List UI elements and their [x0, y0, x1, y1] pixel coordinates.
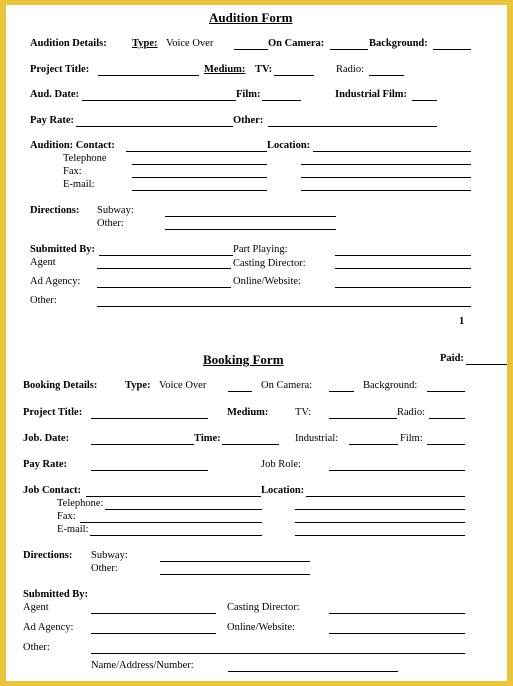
booking-film-field[interactable]: [427, 444, 465, 445]
booking-location-line-3[interactable]: [295, 522, 465, 523]
booking-email-field[interactable]: [90, 535, 262, 536]
booking-form-title: Booking Form: [203, 352, 284, 367]
audition-other-bottom-label: Other:: [30, 295, 57, 306]
audition-industrial-film-label: Industrial Film:: [335, 89, 408, 100]
booking-paid-field[interactable]: [466, 364, 507, 365]
booking-film-label: Film:: [400, 433, 423, 444]
booking-project-title-label: Project Title:: [23, 407, 83, 418]
audition-location-line-2[interactable]: [301, 164, 471, 165]
audition-email-field[interactable]: [132, 190, 267, 191]
booking-job-role-field[interactable]: [329, 470, 465, 471]
audition-industrial-film-field[interactable]: [412, 100, 437, 101]
booking-submitted-by-label: Submitted By:: [23, 589, 89, 600]
booking-tv-label: TV:: [295, 407, 312, 418]
booking-telephone-label: Telephone:: [57, 498, 104, 509]
booking-type-label: Type:: [125, 380, 151, 391]
booking-casting-director-label: Casting Director:: [227, 602, 300, 613]
audition-submitted-by-field[interactable]: [99, 255, 233, 256]
audition-form-title: Audition Form: [209, 10, 293, 25]
booking-radio-label: Radio:: [397, 407, 425, 418]
booking-location-line-2[interactable]: [295, 509, 465, 510]
audition-background-label: Background:: [369, 38, 428, 49]
audition-location-line-4[interactable]: [301, 190, 471, 191]
booking-other-label: Other:: [23, 642, 50, 653]
booking-job-contact-label: Job Contact:: [23, 485, 82, 496]
audition-location-field[interactable]: [313, 151, 471, 152]
audition-agent-field[interactable]: [97, 268, 231, 269]
audition-details-label: Audition Details:: [30, 38, 107, 49]
booking-ad-agency-label: Ad Agency:: [23, 622, 74, 633]
booking-voice-over-field[interactable]: [228, 391, 252, 392]
audition-on-camera-field[interactable]: [330, 49, 368, 50]
booking-medium-label: Medium:: [227, 407, 269, 418]
audition-location-label: Location:: [267, 140, 311, 151]
audition-radio-field[interactable]: [369, 75, 404, 76]
booking-subway-field[interactable]: [160, 561, 310, 562]
audition-contact-label: Audition: Contact:: [30, 140, 115, 151]
audition-submitted-by-label: Submitted By:: [30, 244, 96, 255]
booking-job-role-label: Job Role:: [261, 459, 301, 470]
audition-other-bottom-field[interactable]: [97, 306, 471, 307]
booking-time-label: Time:: [194, 433, 221, 444]
booking-project-title-field[interactable]: [91, 418, 208, 419]
audition-subway-label: Subway:: [97, 205, 134, 216]
audition-project-title-field[interactable]: [98, 75, 199, 76]
audition-online-website-field[interactable]: [335, 287, 471, 288]
audition-other-field[interactable]: [268, 126, 437, 127]
booking-background-label: Background:: [363, 380, 418, 391]
audition-part-playing-label: Part Playing:: [233, 244, 288, 255]
form-sheet: [6, 5, 507, 681]
audition-fax-label: Fax:: [63, 166, 82, 177]
audition-date-label: Aud. Date:: [30, 89, 79, 100]
booking-online-website-field[interactable]: [329, 633, 465, 634]
booking-agent-field[interactable]: [91, 613, 216, 614]
audition-pay-rate-label: Pay Rate:: [30, 115, 75, 126]
audition-agent-label: Agent: [30, 257, 56, 268]
booking-job-date-label: Job. Date:: [23, 433, 70, 444]
audition-contact-field[interactable]: [126, 151, 267, 152]
audition-voice-over-field[interactable]: [234, 49, 268, 50]
audition-project-title-label: Project Title:: [30, 64, 90, 75]
page-number: 1: [459, 316, 465, 327]
booking-industrial-field[interactable]: [349, 444, 398, 445]
booking-online-website-label: Online/Website:: [227, 622, 295, 633]
booking-details-label: Booking Details:: [23, 380, 98, 391]
booking-fax-field[interactable]: [80, 522, 262, 523]
audition-background-field[interactable]: [433, 49, 471, 50]
audition-email-label: E-mail:: [63, 179, 95, 190]
booking-on-camera-field[interactable]: [329, 391, 354, 392]
booking-directions-other-label: Other:: [91, 563, 118, 574]
booking-background-field[interactable]: [427, 391, 465, 392]
audition-telephone-field[interactable]: [132, 164, 267, 165]
audition-pay-rate-field[interactable]: [76, 126, 233, 127]
booking-fax-label: Fax:: [57, 511, 76, 522]
audition-ad-agency-label: Ad Agency:: [30, 276, 81, 287]
booking-other-field[interactable]: [91, 653, 465, 654]
audition-online-website-label: Online/Website:: [233, 276, 301, 287]
audition-subway-field[interactable]: [165, 216, 336, 217]
booking-on-camera-label: On Camera:: [261, 380, 313, 391]
booking-job-date-field[interactable]: [91, 444, 194, 445]
audition-directions-other-label: Other:: [97, 218, 124, 229]
audition-directions-other-field[interactable]: [165, 229, 336, 230]
booking-paid-label: Paid:: [440, 353, 464, 364]
booking-subway-label: Subway:: [91, 550, 128, 561]
audition-part-playing-field[interactable]: [335, 255, 471, 256]
booking-name-address-number-label: Name/Address/Number:: [91, 660, 194, 671]
booking-directions-label: Directions:: [23, 550, 73, 561]
audition-casting-director-label: Casting Director:: [233, 258, 306, 269]
booking-radio-field[interactable]: [429, 418, 465, 419]
booking-location-label: Location:: [261, 485, 305, 496]
audition-type-label: Type:: [132, 38, 158, 49]
audition-date-field[interactable]: [82, 100, 236, 101]
booking-industrial-label: Industrial:: [295, 433, 339, 444]
audition-tv-label: TV:: [255, 64, 273, 75]
booking-email-label: E-mail:: [57, 524, 89, 535]
booking-job-contact-field[interactable]: [86, 496, 261, 497]
booking-name-address-number-field[interactable]: [228, 671, 398, 672]
booking-directions-other-field[interactable]: [160, 574, 310, 575]
booking-telephone-field[interactable]: [105, 509, 262, 510]
audition-tv-field[interactable]: [274, 75, 314, 76]
audition-casting-director-field[interactable]: [335, 268, 471, 269]
booking-ad-agency-field[interactable]: [91, 633, 216, 634]
audition-telephone-label: Telephone: [63, 153, 107, 164]
booking-casting-director-field[interactable]: [329, 613, 465, 614]
booking-time-field[interactable]: [222, 444, 279, 445]
audition-directions-label: Directions:: [30, 205, 80, 216]
booking-location-field[interactable]: [306, 496, 465, 497]
audition-location-line-3[interactable]: [301, 177, 471, 178]
audition-film-field[interactable]: [262, 100, 301, 101]
booking-pay-rate-field[interactable]: [91, 470, 208, 471]
booking-location-line-4[interactable]: [295, 535, 465, 536]
booking-agent-label: Agent: [23, 602, 49, 613]
audition-voice-over-label: Voice Over: [166, 38, 214, 49]
audition-film-label: Film:: [236, 89, 261, 100]
audition-radio-label: Radio:: [336, 64, 364, 75]
audition-ad-agency-field[interactable]: [97, 287, 231, 288]
audition-other-label: Other:: [233, 115, 264, 126]
audition-medium-label: Medium:: [204, 64, 246, 75]
booking-pay-rate-label: Pay Rate:: [23, 459, 68, 470]
booking-voice-over-label: Voice Over: [159, 380, 207, 391]
audition-on-camera-label: On Camera:: [268, 38, 325, 49]
audition-fax-field[interactable]: [132, 177, 267, 178]
booking-tv-field[interactable]: [329, 418, 397, 419]
